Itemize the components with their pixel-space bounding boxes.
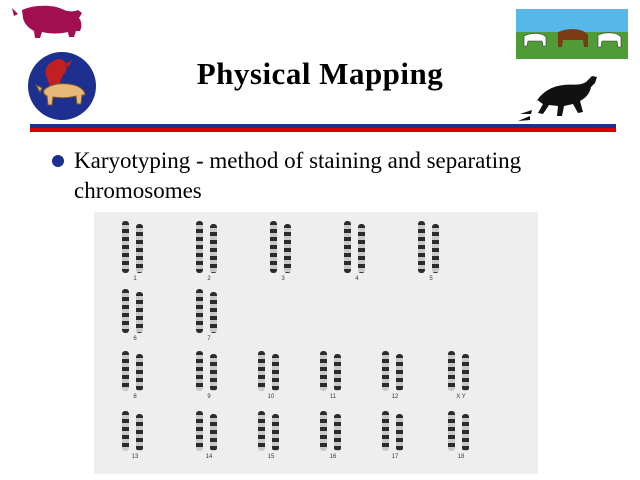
chromosome (210, 414, 217, 451)
chromosome (196, 351, 203, 391)
chromosome (418, 221, 425, 273)
chromosome-pair (256, 218, 310, 282)
chromosome-label: 14 (205, 454, 213, 460)
chromosome-label: X Y (456, 394, 466, 400)
chromosome-pair (108, 408, 162, 460)
chromosome (358, 224, 365, 273)
page-title: Physical Mapping (196, 56, 444, 91)
chromosome-pair (434, 408, 488, 460)
chromosome-pair (306, 408, 360, 460)
chromosome (432, 224, 439, 273)
chromosome-label: 8 (133, 394, 137, 400)
chromosome (258, 351, 265, 391)
chromosome (344, 221, 351, 273)
chromosome (382, 351, 389, 391)
chromosome-label: 11 (329, 394, 337, 400)
chromosome-label: 17 (391, 454, 399, 460)
chromosome (136, 414, 143, 451)
chromosome (334, 414, 341, 451)
bullet-dot-icon (52, 155, 64, 167)
chromosome (122, 351, 129, 391)
chromosome (210, 224, 217, 273)
chromosome (462, 414, 469, 451)
chromosome (396, 414, 403, 451)
chromosome-pair (182, 348, 236, 400)
chromosome (448, 411, 455, 451)
chromosome-pair (404, 218, 458, 282)
chromosome (136, 292, 143, 333)
chromosome (122, 411, 129, 451)
chromosome (462, 354, 469, 391)
chromosome-label: 13 (131, 454, 139, 460)
chromosome (136, 354, 143, 391)
chromosome-label: 4 (355, 276, 359, 282)
chromosome (210, 354, 217, 391)
chromosome (284, 224, 291, 273)
chromosome-label: 3 (281, 276, 285, 282)
chromosome (122, 289, 129, 333)
chromosome-label: 18 (457, 454, 465, 460)
chromosome (320, 411, 327, 451)
chromosome-pair (182, 218, 236, 282)
chromosome (196, 289, 203, 333)
chromosome-pair (182, 408, 236, 460)
cattle-pasture-photo (515, 8, 629, 60)
chromosome-label: 12 (391, 394, 399, 400)
chromosome-pair (368, 408, 422, 460)
chromosome-label: 9 (207, 394, 211, 400)
chromosome (272, 354, 279, 391)
chromosome-label: 10 (267, 394, 275, 400)
chromosome (396, 354, 403, 391)
chromosome-label: 15 (267, 454, 275, 460)
chromosome-label: 6 (133, 336, 137, 342)
chromosome-pair (434, 348, 488, 400)
chromosome (210, 292, 217, 333)
chromosome (196, 411, 203, 451)
karyotype-image (94, 212, 538, 474)
chromosome (320, 351, 327, 391)
chromosome-label: 2 (207, 276, 211, 282)
chromosome (334, 354, 341, 391)
chromosome-label: 7 (207, 336, 211, 342)
chromosome (136, 224, 143, 273)
chromosome (122, 221, 129, 273)
divider-red (30, 128, 616, 132)
chromosome (382, 411, 389, 451)
chromosome-label: 5 (429, 276, 433, 282)
chromosome-pair (182, 286, 236, 342)
chromosome-pair (108, 218, 162, 282)
chromosome (258, 411, 265, 451)
bullet-list-item (52, 146, 592, 206)
chromosome-pair (306, 348, 360, 400)
chromosome (196, 221, 203, 273)
chromosome-pair (368, 348, 422, 400)
bullet-text: Karyotyping - method of staining and separating chromosomes (74, 148, 522, 203)
chromosome-label: 1 (133, 276, 137, 282)
chromosome-pair (330, 218, 384, 282)
chromosome (448, 351, 455, 391)
chromosome (270, 221, 277, 273)
chromosome-label: 16 (329, 454, 337, 460)
karyotype-chromosome-grid (94, 212, 538, 474)
chromosome-pair (108, 348, 162, 400)
chromosome-pair (244, 408, 298, 460)
chromosome-pair (108, 286, 162, 342)
chromosome (272, 414, 279, 451)
chromosome-pair (244, 348, 298, 400)
